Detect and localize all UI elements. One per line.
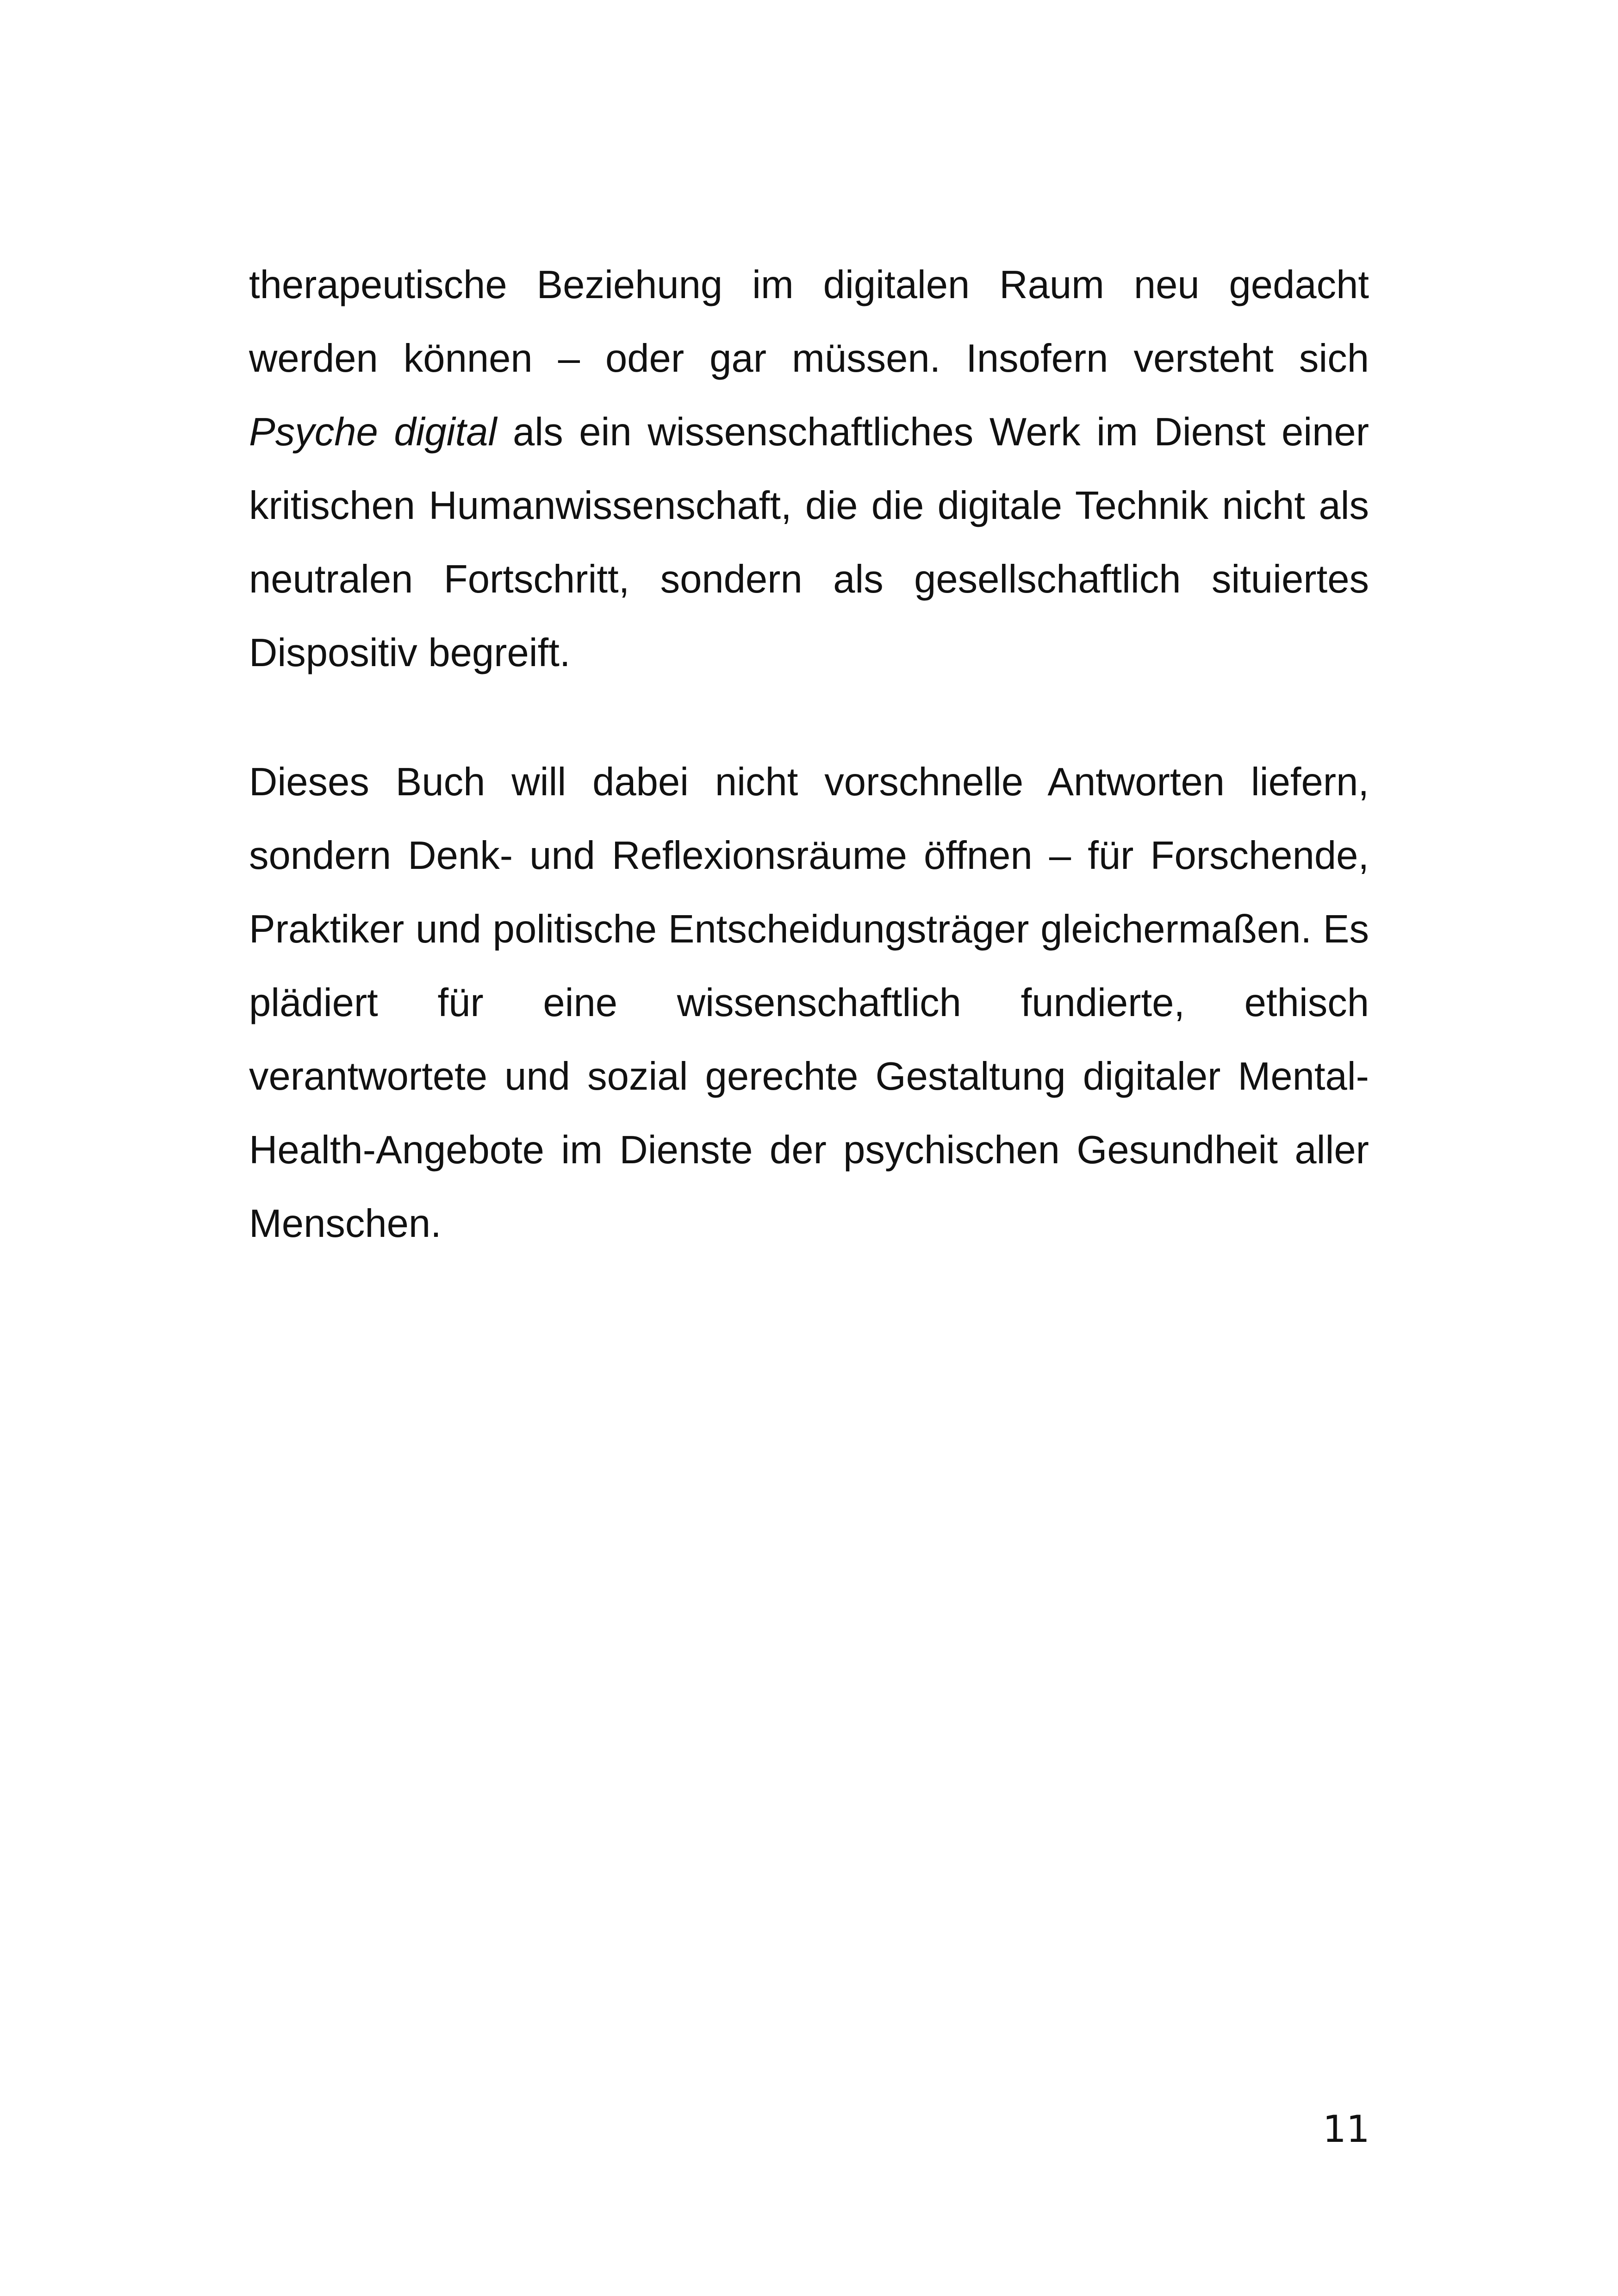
paragraph-1-body [249, 248, 1369, 690]
paragraph-1 [249, 248, 1369, 690]
book-title: Psyche digital [249, 410, 497, 454]
paragraph-1-text-end: als ein wissenschaftliches Werk im Dienst einer kritischen Humanwissenschaft, die die digitale Technik nicht als neutralen Fortschritt, sondern als gesellschaftlich situiertes Dispositiv begreift. [249, 410, 1369, 675]
page-number: 11 [1323, 2108, 1370, 2151]
paragraph-2-body: Dieses Buch will dabei nicht vorschnelle Antworten liefern, sondern Denk- und Reflexionsräume öffnen – für Forschende, Praktiker und politische Entscheidungsträger gleichermaßen. Es plädiert für eine wissenschaftlich fundierte, ethisch verantwortete und sozial gerechte Gestaltung digitaler Mental-Health-Angebote im Dienste der psychischen Gesundheit aller Menschen. [249, 760, 1369, 1246]
paragraph-1-text-start: therapeutische Beziehung im digitalen Raum neu gedacht werden können – oder gar müssen. Insofern versteht sich [249, 263, 1369, 381]
paragraph-2 [249, 745, 1369, 1260]
